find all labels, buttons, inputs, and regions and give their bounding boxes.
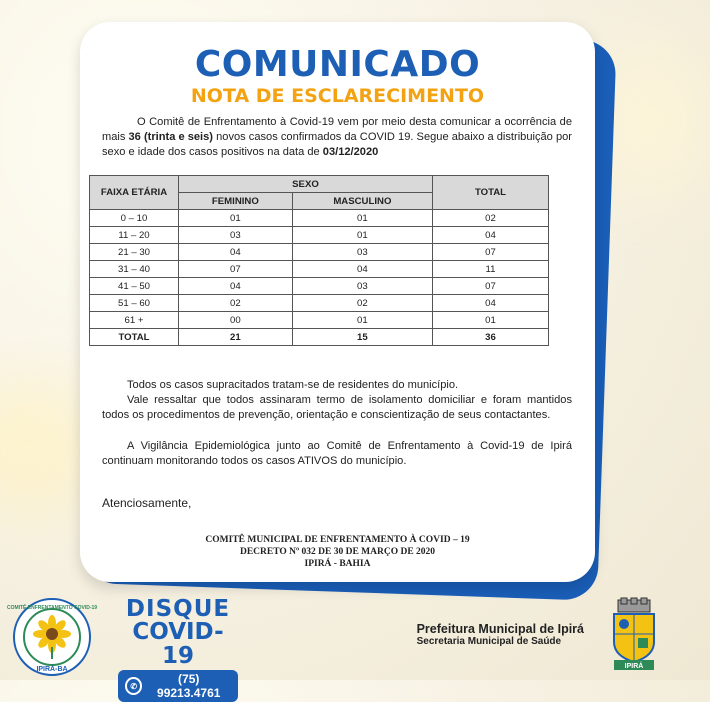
table-row	[90, 312, 549, 329]
body-paragraph-2	[102, 393, 572, 423]
table-row	[90, 244, 549, 261]
signature-block	[80, 534, 595, 570]
cell-total: 07	[433, 278, 549, 295]
cell-female: 01	[179, 210, 293, 227]
body-paragraph-3	[102, 439, 572, 469]
phone-number[interactable]	[118, 670, 238, 702]
table-row	[90, 278, 549, 295]
cell-female: 07	[179, 261, 293, 278]
header-age: FAIXA ETÁRIA	[90, 176, 179, 210]
cell-female: 04	[179, 278, 293, 295]
cell-age: 11 – 20	[90, 227, 179, 244]
whatsapp-icon: ✆	[125, 677, 142, 695]
cell-female: 04	[179, 244, 293, 261]
city-crest-icon	[608, 598, 660, 672]
prefecture-secretariat: Secretaria Municipal de Saúde	[416, 636, 562, 647]
table-row	[90, 261, 549, 278]
cell-female: 03	[179, 227, 293, 244]
regards: Atenciosamente,	[102, 496, 192, 510]
prefecture-name	[417, 622, 584, 647]
cell-total: 04	[433, 227, 549, 244]
intro-paragraph	[102, 115, 572, 160]
cell-male: 03	[292, 278, 432, 295]
cell-age: 0 – 10	[90, 210, 179, 227]
cell-total: 01	[433, 312, 549, 329]
cell-female: 02	[179, 295, 293, 312]
header-sex: SEXO	[179, 176, 433, 193]
cell-male: 01	[292, 227, 432, 244]
body-paragraph-1: Todos os casos supracitados tratam-se de residentes do município.	[127, 379, 459, 391]
cell-male: 04	[292, 261, 432, 278]
body-text-3: A Vigilância Epidemiológica junto ao Comitê de Enfrentamento à Covid-19 de Ipirá continuam monitorando todos os casos ATIVOS do município.	[102, 440, 572, 467]
cell-age: TOTAL	[90, 329, 179, 346]
signature-line-2: DECRETO Nº 032 DE 30 DE MARÇO DE 2020	[239, 547, 436, 557]
badge-text: COMITÊ ENFRENTAMENTO COVID-19	[6, 605, 98, 611]
cell-age: 21 – 30	[90, 244, 179, 261]
cell-age: 41 – 50	[90, 278, 179, 295]
disque-covid	[118, 598, 238, 702]
phone-text: (75) 99213.4761	[157, 672, 221, 700]
cell-total: 02	[433, 210, 549, 227]
cases-table	[89, 175, 549, 346]
cell-male: 01	[292, 312, 432, 329]
intro-text-2: novos casos confirmados da COVID 19. Segue abaixo a distribuição por sexo e idade dos casos positivos na data de	[102, 131, 572, 158]
prefecture-title: Prefeitura Municipal de Ipirá	[416, 622, 584, 636]
cell-male: 01	[292, 210, 432, 227]
cell-total: 36	[433, 329, 549, 346]
signature-line-3: IPIRÁ - BAHIA	[304, 559, 371, 569]
table-total-row	[90, 329, 549, 346]
table-row	[90, 295, 549, 312]
cell-total: 04	[433, 295, 549, 312]
cell-age: 61 +	[90, 312, 179, 329]
cell-male: 03	[292, 244, 432, 261]
body-text-2: Vale ressaltar que todos assinaram termo de isolamento domiciliar e foram mantidos todos os procedimentos de prevenção, orientação e conscientização de seus contactantes.	[102, 394, 572, 421]
disque-line-2: COVID-19	[132, 619, 224, 669]
committee-badge-icon	[6, 597, 98, 677]
cell-female: 00	[179, 312, 293, 329]
page-subtitle: NOTA DE ESCLARECIMENTO	[190, 85, 485, 107]
cell-male: 15	[292, 329, 432, 346]
cell-male: 02	[292, 295, 432, 312]
notice-card	[80, 22, 595, 582]
crest-text: IPIRÁ	[624, 663, 644, 670]
cell-age: 31 – 40	[90, 261, 179, 278]
table-row	[90, 227, 549, 244]
intro-text-1: O Comitê de Enfrentamento à Covid-19 vem por meio desta comunicar a ocorrência de mais	[102, 116, 572, 143]
cell-total: 11	[433, 261, 549, 278]
intro-date: 03/12/2020	[322, 146, 379, 158]
header-male: MASCULINO	[292, 193, 432, 210]
header-female: FEMININO	[179, 193, 293, 210]
signature-line-1: COMITÊ MUNICIPAL DE ENFRENTAMENTO À COVID – 19	[205, 535, 470, 545]
intro-highlight: 36 (trinta e seis)	[128, 131, 214, 143]
badge-city: IPIRÁ-BA	[36, 666, 68, 673]
cell-female: 21	[179, 329, 293, 346]
header-total: TOTAL	[433, 176, 549, 210]
cell-age: 51 – 60	[90, 295, 179, 312]
page-title: COMUNICADO	[194, 44, 481, 85]
cell-total: 07	[433, 244, 549, 261]
disque-line-1: DISQUE	[125, 596, 231, 622]
table-row	[90, 210, 549, 227]
